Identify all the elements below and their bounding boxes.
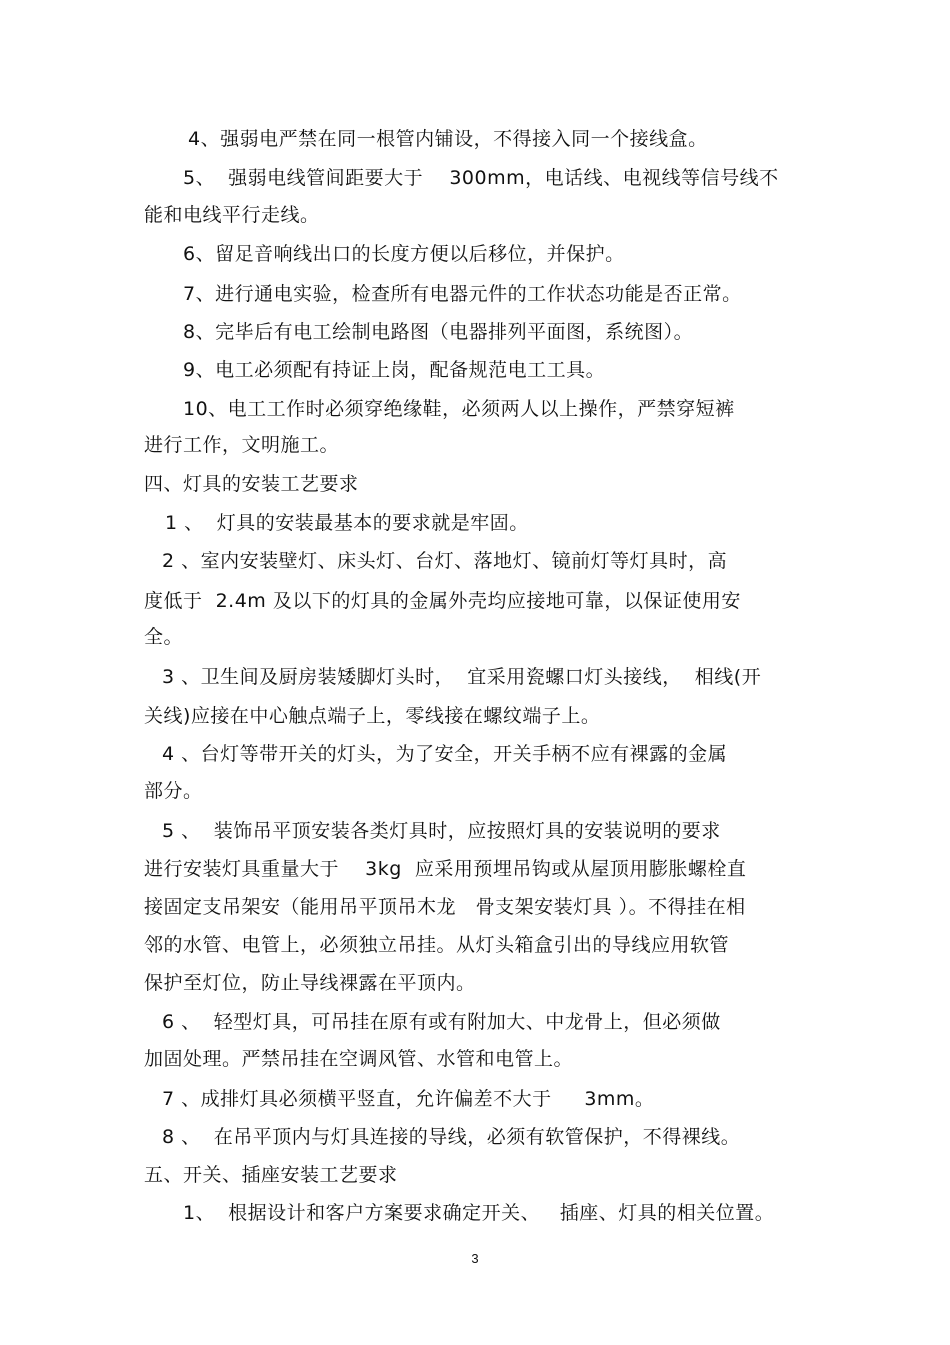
- text-line: 8、完毕后有电工绘制电路图（电器排列平面图，系统图）。: [183, 321, 694, 343]
- section-heading: 四、灯具的安装工艺要求: [144, 473, 359, 495]
- text-line: 进行工作，文明施工。: [144, 434, 340, 456]
- text-line: 能和电线平行走线。: [144, 204, 320, 226]
- page-number: 3: [471, 1251, 479, 1266]
- text-line: 保护至灯位，防止导线裸露在平顶内。: [144, 972, 476, 994]
- text-line: 4、强弱电严禁在同一根管内铺设，不得接入同一个接线盒。: [188, 128, 708, 150]
- text-line: 全。: [144, 626, 184, 648]
- text-line: 2 、室内安装壁灯、床头灯、台灯、落地灯、镜前灯等灯具时，高: [162, 550, 728, 572]
- text-line: 6 、 轻型灯具，可吊挂在原有或有附加大、中龙骨上，但必须做: [162, 1011, 721, 1033]
- text-line: 关线)应接在中心触点端子上，零线接在螺纹端子上。: [144, 705, 601, 727]
- text-line: 3 、卫生间及厨房装矮脚灯头时， 宜采用瓷螺口灯头接线， 相线(开: [162, 666, 762, 688]
- text-line: 6、留足音响线出口的长度方便以后移位，并保护。: [183, 243, 625, 265]
- text-line: 度低于 2.4m 及以下的灯具的金属外壳均应接地可靠，以保证使用安: [144, 590, 741, 612]
- text-line: 7、进行通电实验，检查所有电器元件的工作状态功能是否正常。: [183, 283, 742, 305]
- text-line: 5、 强弱电线管间距要大于 300mm，电话线、电视线等信号线不: [183, 167, 779, 189]
- text-line: 7 、成排灯具必须横平竖直，允许偏差不大于 3mm。: [162, 1088, 655, 1110]
- text-line: 1、 根据设计和客户方案要求确定开关、 插座、灯具的相关位置。: [183, 1202, 775, 1224]
- text-line: 邻的水管、电管上，必须独立吊挂。从灯头箱盒引出的导线应用软管: [144, 934, 730, 956]
- text-line: 9、电工必须配有持证上岗，配备规范电工工具。: [183, 359, 606, 381]
- text-line: 进行安装灯具重量大于 3kg 应采用预埋吊钩或从屋顶用膨胀螺栓直: [144, 858, 747, 880]
- text-line: 4 、台灯等带开关的灯头，为了安全，开关手柄不应有裸露的金属: [162, 743, 728, 765]
- section-heading: 五、开关、插座安装工艺要求: [144, 1164, 398, 1186]
- text-line: 部分。: [144, 780, 203, 802]
- text-line: 8 、 在吊平顶内与灯具连接的导线，必须有软管保护，不得裸线。: [162, 1126, 741, 1148]
- text-line: 5 、 装饰吊平顶安装各类灯具时，应按照灯具的安装说明的要求: [162, 820, 721, 842]
- text-line: 加固处理。严禁吊挂在空调风管、水管和电管上。: [144, 1048, 574, 1070]
- text-line: 10、电工工作时必须穿绝缘鞋，必须两人以上操作，严禁穿短裤: [183, 398, 735, 420]
- text-line: 1 、 灯具的安装最基本的要求就是牢固。: [165, 512, 529, 534]
- text-line: 接固定支吊架安（能用吊平顶吊木龙 骨支架安装灯具 ）。不得挂在相: [144, 896, 746, 918]
